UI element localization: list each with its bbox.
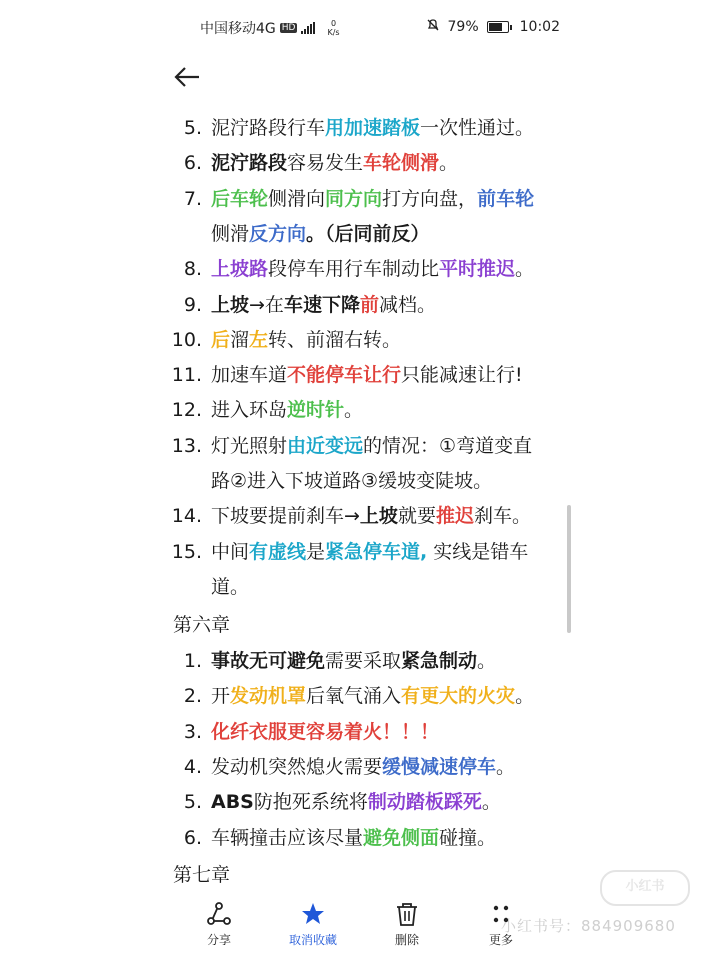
list-item-number: 5.: [183, 117, 202, 139]
list-item-number: 7.: [183, 187, 202, 210]
status-right: [426, 18, 560, 36]
list-item-text: [211, 357, 542, 393]
list-item-number: 10.: [171, 328, 202, 351]
highlighted-text: 有虚线: [249, 540, 307, 563]
list-item-number: 6.: [183, 152, 202, 175]
list-item-number: 15.: [171, 540, 202, 563]
highlighted-text: 上坡: [211, 293, 250, 316]
list-item-text: [211, 820, 542, 856]
list-item-number: 4.: [183, 755, 202, 778]
highlighted-text: 。（后同前反）: [306, 222, 430, 245]
highlighted-text: 避免侧面: [363, 826, 440, 849]
list-item-text: [211, 643, 542, 679]
list-item-text: [211, 534, 542, 570]
plain-text: 后氧气涌入: [306, 685, 402, 708]
list-item-text: [211, 714, 542, 750]
plain-text: 路②进入下坡道路③缓坡变陡坡。: [211, 470, 493, 492]
plain-text: 实线是错车: [427, 540, 529, 563]
share-icon: [206, 901, 232, 927]
unfavorite-label: 取消收藏: [288, 933, 337, 947]
back-button[interactable]: [172, 62, 202, 92]
list-item-text: [211, 749, 542, 785]
plain-text: 下坡要提前刹车→: [211, 505, 360, 528]
battery-percent: 79%: [447, 19, 479, 35]
plain-text: 打方向盘，: [382, 187, 478, 210]
highlighted-text: 后: [211, 328, 231, 351]
plain-text: →在: [249, 293, 284, 316]
list-item-text: [211, 784, 542, 820]
list-item-text: [211, 678, 542, 714]
list-item-number: 13.: [171, 434, 202, 457]
mute-bell-icon: [426, 18, 440, 36]
plain-text: 段停车用行车制动比: [268, 258, 440, 281]
watermark-logo: 小红书: [600, 870, 690, 906]
plain-text: 侧滑向: [268, 187, 326, 210]
network-speed: [327, 19, 339, 37]
star-icon: [300, 901, 326, 927]
list-item-text: [211, 287, 542, 323]
highlighted-text: 平时推迟: [439, 258, 516, 281]
plain-text: 。: [515, 258, 535, 281]
plain-text: 。: [477, 650, 497, 672]
highlighted-text: 事故无可避免: [211, 650, 326, 672]
highlighted-text: 发动机罩: [230, 685, 307, 708]
highlighted-text: 同方向: [325, 187, 383, 210]
highlighted-text: 泥泞路段: [211, 152, 288, 175]
plain-text: 溜: [230, 328, 250, 351]
plain-text: 道。: [211, 575, 250, 598]
share-label: 分享: [206, 933, 231, 947]
delete-button[interactable]: [367, 901, 447, 948]
highlighted-text: 用加速踏板: [325, 117, 421, 139]
plain-text: 。: [481, 791, 501, 814]
unfavorite-button[interactable]: [273, 901, 353, 948]
plain-text: 一次性通过。: [420, 117, 535, 139]
list-item-text: [211, 569, 542, 605]
plain-text: 转、前溜右转。: [268, 328, 402, 351]
chapter-heading-7: 第七章: [173, 864, 231, 886]
list-item-text: [211, 428, 542, 464]
list-item-number: 6.: [183, 826, 202, 849]
highlighted-text: 前: [359, 293, 379, 316]
list-item-number: 2.: [183, 685, 202, 708]
carrier-label: 中国移动4G: [200, 21, 276, 37]
highlighted-text: 反方向: [249, 222, 307, 245]
battery-icon: [487, 21, 512, 33]
plain-text: 只能减速让行!: [401, 364, 523, 387]
plain-text: 的情况：①弯道变直: [363, 434, 533, 457]
arrow-left-icon: [172, 62, 202, 92]
highlighted-text: 不能停车让行: [287, 364, 402, 387]
plain-text: 进入环岛: [211, 399, 288, 422]
status-bar: [0, 0, 720, 52]
plain-text: 碰撞。: [439, 826, 497, 849]
highlighted-text: 推迟: [435, 505, 474, 528]
speed-unit: K/s: [327, 28, 340, 37]
plain-text: 是: [306, 540, 326, 563]
watermark-text: 小红书号：884909680: [501, 917, 676, 935]
highlighted-text: 由近变远: [287, 434, 364, 457]
highlighted-text: ABS: [211, 791, 254, 814]
highlighted-text: 紧急停车道,: [325, 540, 428, 563]
highlighted-text: 化纤衣服更容易着火！！！: [211, 720, 440, 743]
list-item-text: [211, 251, 542, 287]
plain-text: 发动机突然熄火需要: [211, 755, 383, 778]
plain-text: 。: [344, 399, 364, 422]
trash-icon: [394, 901, 420, 927]
highlighted-text: 上坡路: [211, 258, 269, 281]
more-label: 更多: [488, 933, 513, 947]
highlighted-text: 车轮侧滑: [363, 152, 440, 175]
list-item-number: 9.: [183, 293, 202, 316]
list-item-text: [211, 110, 542, 146]
list-item-text: [211, 392, 542, 428]
highlighted-text: 左: [249, 328, 269, 351]
highlighted-text: 后车轮: [211, 187, 269, 210]
list-item-number: 14.: [171, 505, 202, 528]
highlighted-text: 有更大的火灾: [401, 685, 516, 708]
list-item-number: 12.: [171, 399, 202, 422]
list-item-text: [211, 181, 542, 217]
delete-label: 删除: [394, 933, 419, 947]
plain-text: 。: [439, 152, 459, 175]
plain-text: 车辆撞击应该尽量: [211, 826, 364, 849]
list-item-text: [211, 145, 542, 181]
list-item-number: 3.: [183, 720, 202, 743]
chapter-heading-6: 第六章: [173, 614, 231, 636]
highlighted-text: 上坡: [359, 505, 398, 528]
list-item-text: [211, 463, 542, 499]
plain-text: 容易发生: [287, 152, 364, 175]
scrollbar[interactable]: [567, 505, 571, 633]
hd-badge: HD: [281, 23, 296, 33]
list-item-text: [211, 216, 542, 252]
plain-text: 就要: [397, 505, 436, 528]
share-button[interactable]: [179, 901, 259, 948]
plain-text: 需要采取: [325, 650, 402, 672]
list-item-text: [211, 498, 542, 534]
list-item-number: 1.: [183, 650, 202, 672]
plain-text: 。: [515, 685, 535, 708]
list-item-number: 11.: [171, 364, 202, 387]
speed-value: 0: [330, 19, 337, 28]
plain-text: 防抱死系统将: [253, 791, 368, 814]
highlighted-text: 紧急制动: [401, 650, 478, 672]
plain-text: 灯光照射: [211, 434, 288, 457]
plain-text: 。: [496, 755, 516, 778]
plain-text: 加速车道: [211, 364, 288, 387]
highlighted-text: 制动踏板踩死: [367, 791, 482, 814]
plain-text: 中间: [211, 540, 250, 563]
signal-icon: [301, 22, 315, 34]
plain-text: 侧滑: [211, 222, 250, 245]
plain-text: 刹车。: [473, 505, 531, 528]
list-item-text: [211, 322, 542, 358]
list-item-number: 8.: [183, 258, 202, 281]
list-item-number: 5.: [183, 791, 202, 814]
plain-text: 泥泞路段行车: [211, 117, 326, 139]
highlighted-text: 前车轮: [477, 187, 535, 210]
highlighted-text: 逆时针: [287, 399, 345, 422]
plain-text: 开: [211, 685, 231, 708]
highlighted-text: 车速下降: [283, 293, 360, 316]
status-left: [200, 18, 340, 38]
plain-text: 减档。: [378, 293, 436, 316]
highlighted-text: 缓慢减速停车: [382, 755, 497, 778]
clock: 10:02: [519, 19, 560, 35]
